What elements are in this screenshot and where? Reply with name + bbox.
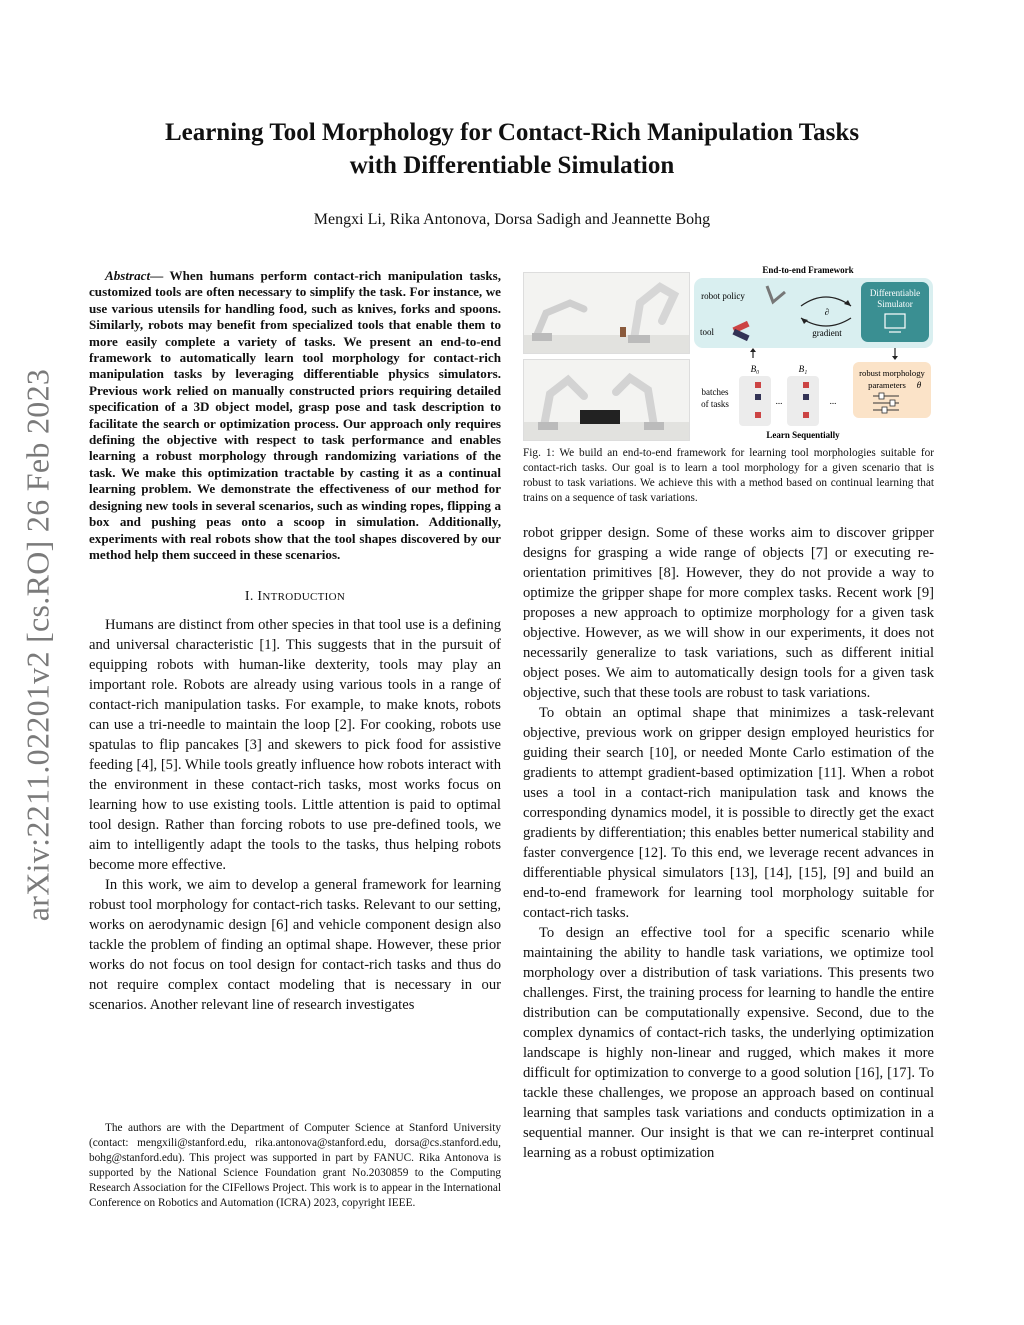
robust-label-2: parameters	[868, 380, 906, 390]
robot-photo-bottom	[523, 359, 690, 441]
robot-arm-illustration	[524, 273, 689, 353]
robust-label-1: robust morphology	[859, 368, 925, 378]
robot-policy-label: robot policy	[701, 291, 745, 301]
paper-title	[100, 116, 924, 182]
batch-b0-label: B₀	[750, 364, 760, 374]
right-column	[523, 523, 934, 1163]
title-line-2: with Differentiable Simulation	[349, 152, 675, 179]
batch-b1-label: B₁	[798, 364, 808, 374]
left-column	[89, 268, 501, 1015]
arxiv-identifier: arXiv:2211.02201v2 [cs.RO] 26 Feb 2023	[19, 368, 56, 922]
trailing-dots: ...	[829, 396, 837, 406]
arrow-dots: ...	[775, 396, 783, 406]
figure-caption: Fig. 1: We build an end-to-end framework for learning tool morphologies suitable for contact-rich tasks. Our goal is to learn a tool morphology for a given scenario that is robust to task variations. We achieve this with a method based on continual learning that trains on a sequence of task variations.	[523, 447, 934, 504]
intro-paragraph-1: Humans are distinct from other species in that tool use is a defining and universal characteristic [1]. This suggests that in the pursuit of equipping robots with human-like dexterity, tools may play an important role. Robots are already using various tools in a range of contact-rich manipulation tasks. For example, to make knots, robots can use a tri-needle to maintain the loop [2]. For cooking, robots use spatulas to flip pancakes [3] and skewers to pick food for assistive feeding [4], [5]. While tools greatly influence how robots interact with the environment in these contact-rich tasks, most works focus on learning how to use existing tools. Little attention is paid to optimal tool design. Rather than forcing robots to use pre-defined tools, we aim to intelligently adapt the tools to the tasks, thus helping robots become more effective.	[89, 617, 501, 874]
abstract	[89, 268, 501, 563]
framework-diagram	[693, 262, 934, 442]
batches-label-1: batches	[701, 387, 729, 397]
abstract-text: — When humans perform contact-rich manipulation tasks, customized tools are often necessary to simplify the task. For instance, we use various utensils for handling food, such as knives, forks and spoons. Similarly, robots may benefit from specialized tools that enable them to more easily complete a variety of tasks. We present an end-to-end framework to automatically learn tool morphology for contact-rich manipulation tasks by leveraging differentiable physics simulators. Previous work relied on manually constructed priors requiring detailed specification of a 3D object model, grasp pose and task description to facilitate the search or optimization process. Our approach only requires defining the objective with respect to task performance and enables learning a robust morphology through randomizing variations of the task. We make this optimization tractable by casting it as a continual learning problem. We demonstrate the effectiveness of our method for designing new tools in several scenarios, such as winding ropes, flipping a box and pushing peas onto a scoop in simulation. Additionally, experiments with real robots show that the tool shapes discovered by our method help them succeed in these scenarios.	[89, 268, 501, 562]
slider-icon	[873, 393, 899, 413]
partial-symbol: ∂	[824, 307, 830, 317]
simulator-label-2: Simulator	[877, 299, 913, 309]
theta-symbol: θ	[916, 380, 922, 390]
right-paragraph-2: To obtain an optimal shape that minimizes a task-relevant objective, previous work on gripper design employed heuristics for guiding their search [10], or needed Monte Carlo estimation of the gradients to attempt gradient-based optimization [11]. When a robot uses a tool in a contact-rich manipulation task and knows the corresponding dynamics model, it is possible to directly get the exact gradients by differentiation; this enables better numerical stability and faster convergence [12]. To this end, we leverage recent advances in differentiable physical simulators [13], [14], [15], [9] and build an end-to-end framework for learning tool morphology suitable for contact-rich tasks.	[523, 705, 934, 921]
author-list: Mengxi Li, Rika Antonova, Dorsa Sadigh and Jeannette Bohg	[313, 211, 711, 228]
robot-arms-illustration	[524, 360, 689, 440]
framework-top-label: End-to-end Framework	[762, 265, 854, 275]
author-footnote: The authors are with the Department of Computer Science at Stanford University (contact: mengxili@stanford.edu, rika.antonova@stanford.edu, dorsa@cs.stanford.edu, bohg@stanford.edu). This project was supported in part by FANUC. Rika Antonova is supported by the National Science Foundation grant No.2030859 to the Computing Research Association for the CIFellows Project. This work is to appear in the International Conference on Robotics and Automation (ICRA) 2023, copyright IEEE.	[89, 1122, 501, 1210]
abstract-label: Abstract	[105, 268, 151, 283]
robot-photo-top	[523, 272, 690, 354]
gradient-label: gradient	[812, 328, 842, 338]
tool-label: tool	[699, 327, 715, 337]
right-paragraph-3: To design an effective tool for a specific scenario while maintaining the ability to handle task variations, we optimize tool morphology over a distribution of task variations. This presents two challenges. First, the training process for learning to handle the entire distribution can be computationally expensive. Second, due to the complex dynamics of contact-rich tasks, the underlying optimization landscape is highly non-linear and rugged, which makes it more difficult for optimization to converge to a good solution [16], [17]. To tackle these challenges, we propose an approach based on continual learning that samples task variations and conducts optimization in a sequential manner. Our insight is that we can re-interpret continual learning as a robust optimization	[523, 925, 934, 1161]
learn-sequentially-label: Learn Sequentially	[766, 430, 840, 440]
batches-label-2: of tasks	[701, 399, 729, 409]
intro-paragraph-2: In this work, we aim to develop a general framework for learning robust tool morphology for contact-rich tasks. Relevant to our setting, works on aerodynamic design [6] and vehicle component design also tackle the problem of finding an optimal shape. However, these prior works do not focus on tool design for contact-rich tasks and thus do not require complex contact modeling that is necessary in our scenarios. Another relevant line of research investigates	[89, 877, 501, 1014]
figure-1	[523, 262, 934, 442]
section-heading-introduction: I. INTRODUCTION	[244, 589, 346, 605]
title-line-1: Learning Tool Morphology for Contact-Rich Manipulation Tasks	[164, 119, 860, 146]
simulator-label-1: Differentiable	[869, 288, 921, 298]
right-paragraph-1: robot gripper design. Some of these works aim to discover gripper designs for grasping a wide range of objects [7] or executing re-orientation primitives [8]. However, they do not provide a way to optimize the gripper shape for more complex tasks. Recent work [9] proposes a new approach to optimize morphology for a given task objective. However, as we will show in our experiments, it does not necessarily generalize to task variations, such as different initial object poses. We aim to automatically design tools for a given task objective, such that these tools are robust to task variations.	[523, 525, 934, 701]
